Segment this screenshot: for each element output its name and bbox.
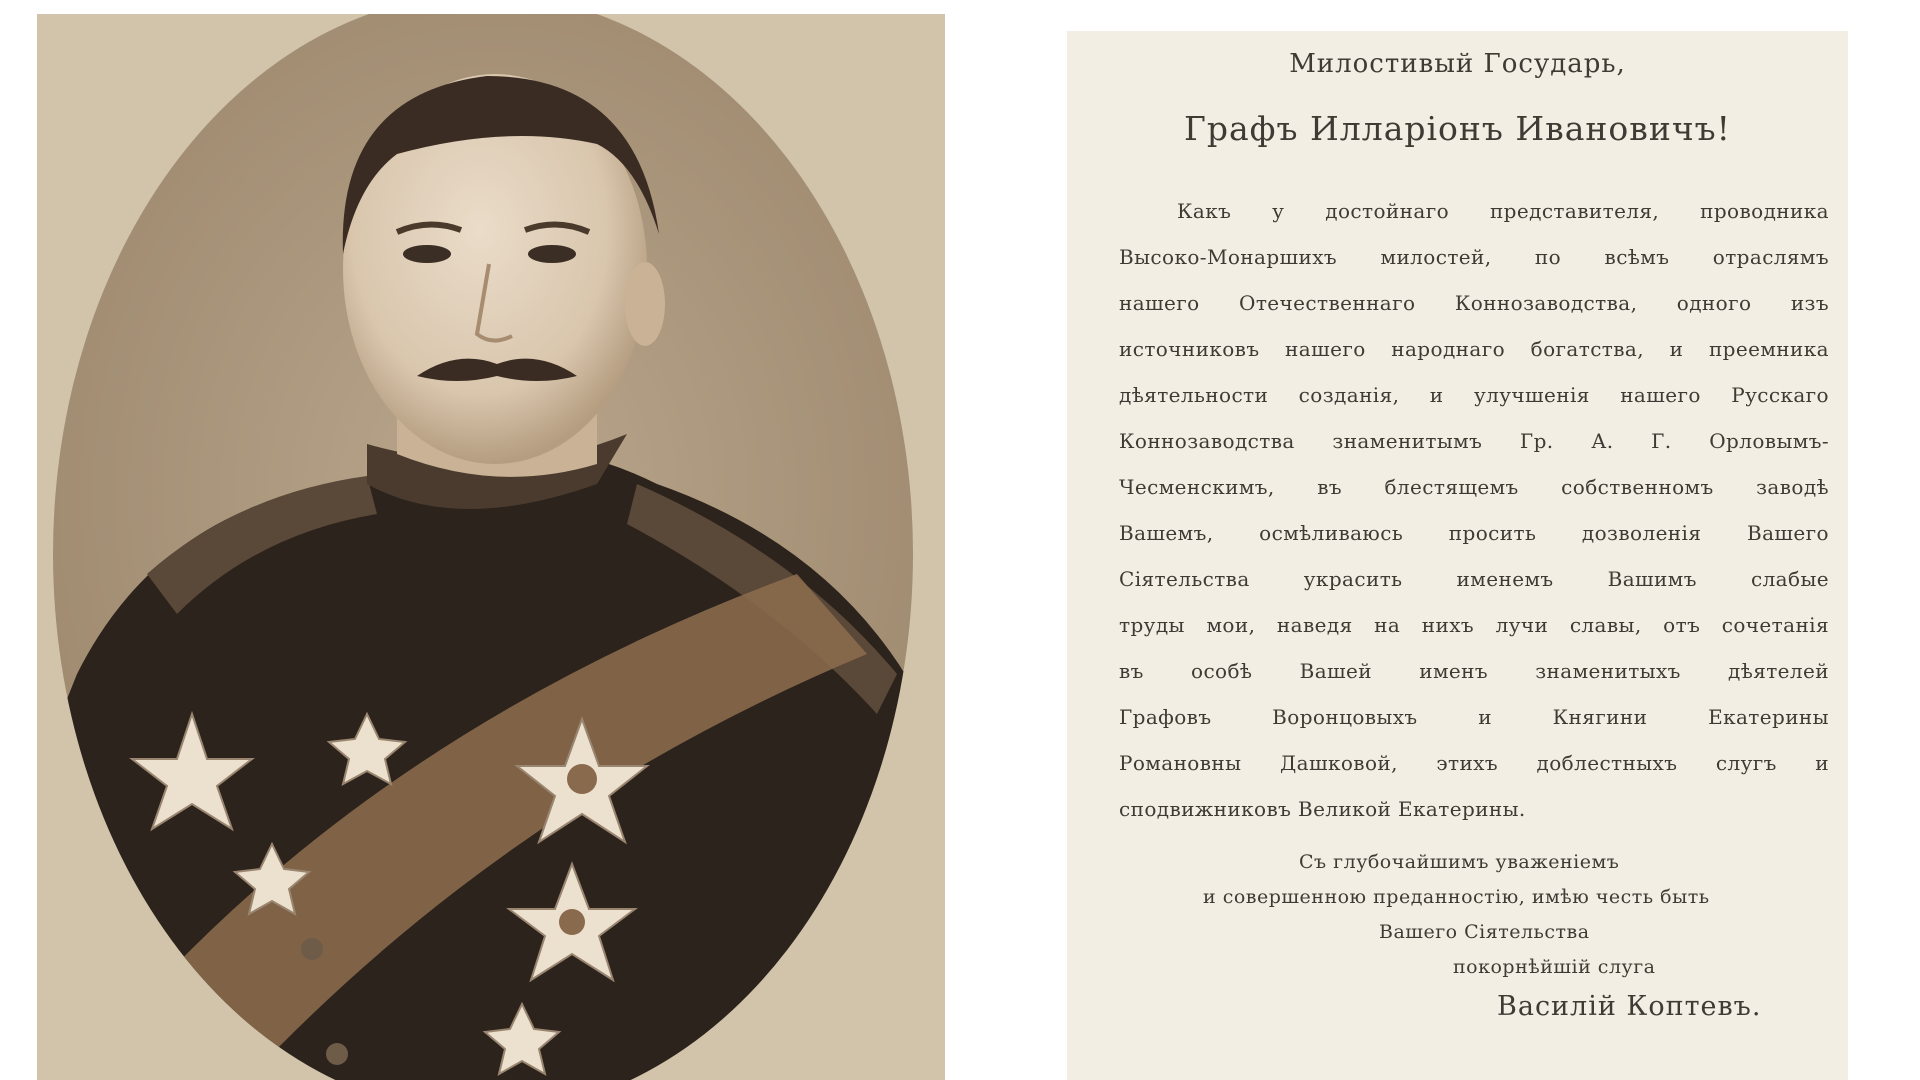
body-line: Сіятельства украсить именемъ Вашимъ слабые — [1119, 567, 1829, 591]
body-line: Какъ у достойнаго представителя, проводника — [1177, 199, 1829, 223]
coat-button — [301, 938, 323, 960]
portrait-photo — [37, 14, 945, 1080]
closing-line: покорнѣйшій слуга — [1453, 956, 1656, 978]
body-line: Коннозаводства знаменитымъ Гр. А. Г. Орловымъ- — [1119, 429, 1829, 453]
coat-button — [326, 1043, 348, 1065]
signature: Василій Коптевъ. — [1497, 991, 1762, 1022]
closing-line: и совершенною преданностію, имѣю честь быть — [1203, 886, 1710, 908]
body-line: источниковъ нашего народнаго богатства, и преемника — [1119, 337, 1829, 361]
closing-line: Съ глубочайшимъ уваженіемъ — [1299, 851, 1620, 873]
order-star-center — [559, 909, 585, 935]
eye-right — [528, 245, 576, 263]
body-line: въ особѣ Вашей именъ знаменитыхъ дѣятелей — [1119, 659, 1829, 683]
body-line: Вашемъ, осмѣливаюсь просить дозволенія Вашего — [1119, 521, 1829, 545]
body-line: Романовны Дашковой, этихъ доблестныхъ слугъ и — [1119, 751, 1829, 775]
body-line: Графовъ Воронцовыхъ и Княгини Екатерины — [1119, 705, 1829, 729]
ear — [625, 262, 665, 346]
body-line: сподвижниковъ Великой Екатерины. — [1119, 797, 1526, 821]
body-line: нашего Отечественнаго Коннозаводства, одного изъ — [1119, 291, 1829, 315]
body-line: труды мои, наведя на нихъ лучи славы, отъ сочетанія — [1119, 613, 1829, 637]
letter-body — [1119, 188, 1829, 832]
closing-line: Вашего Сіятельства — [1379, 921, 1590, 943]
body-line: Высоко-Монаршихъ милостей, по всѣмъ отраслямъ — [1119, 245, 1829, 269]
body-line: дѣятельности созданія, и улучшенія нашего Русскаго — [1119, 383, 1829, 407]
body-line: Чесменскимъ, въ блестящемъ собственномъ заводѣ — [1119, 475, 1829, 499]
dedication-letter-page — [1067, 31, 1848, 1080]
eye-left — [403, 245, 451, 263]
portrait-panel — [37, 14, 945, 1080]
order-star-center — [567, 764, 597, 794]
salutation-line-1: Милостивый Государь, — [1289, 49, 1626, 79]
salutation-line-2: Графъ Илларіонъ Ивановичъ! — [1184, 109, 1731, 148]
